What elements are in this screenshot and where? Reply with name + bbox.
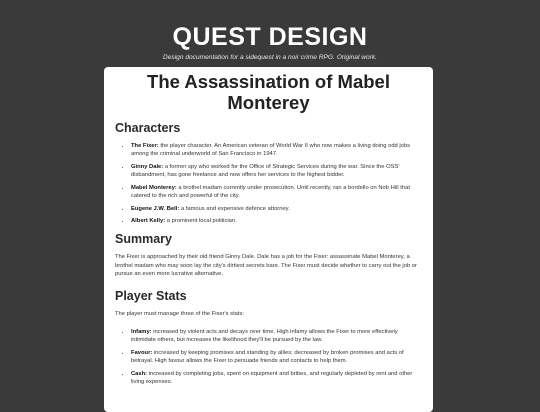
list-item (131, 370, 422, 386)
character-name: Mabel Monterey: (131, 184, 177, 191)
character-name: Eugene J.W. Bell: (131, 205, 180, 212)
player-stats-intro: The player must manage three of the Fixer's stats: (115, 310, 245, 317)
list-item (131, 217, 422, 225)
player-stats-list (115, 328, 422, 386)
characters-list (115, 142, 422, 226)
character-description: the player character. An American veteran of World War II who now makes a living doing odd jobs among the criminal underworld of San Francisco in 1947. (131, 143, 411, 158)
stat-description: increased by violent acts and decays over time. High infamy allows the Fixer to more effectively intimidate others, but increases the likelihood they'll be pursued by the law. (131, 329, 398, 344)
list-item (131, 184, 422, 200)
list-item (131, 142, 422, 158)
character-description: a famous and expensive defence attorney. (179, 205, 290, 212)
list-item (131, 349, 422, 365)
summary-text: The Fixer is approached by their old friend Ginny Dale. Dale has a job for the Fixer: assassinate Mabel Monterey, a brothel madam who may soon lay the city's dirtiest secrets bare. The Fixer must decide whether to carry out the job or pursue an even more lucrative alternative. (115, 254, 417, 278)
character-description: a former spy who worked for the Office of Strategic Services during the war. Since the OSS' disbandment, has gone freelance and now offers her services to the highest bidder. (131, 163, 400, 179)
list-item (131, 205, 422, 213)
stat-name: Infamy: (131, 329, 152, 336)
stat-description: increased by completing jobs, spent on equipment and bribes, and regularly depleted by rent and other living expenses. (131, 370, 413, 386)
stat-name: Cash: (131, 370, 148, 377)
characters-heading: Characters (115, 121, 181, 135)
site-title: QUEST DESIGN (172, 23, 368, 51)
stat-name: Favour: (131, 350, 153, 357)
summary-heading: Summary (115, 232, 172, 247)
list-item (131, 163, 422, 179)
site-header (0, 0, 540, 61)
stat-description: increased by keeping promises and standing by allies; decreased by broken promises and acts of betrayal. High favour allows the Fixer to persuade friends and contacts to help them. (131, 350, 404, 365)
character-name: Albert Kelly: (131, 218, 166, 225)
site-tagline: Design documentation for a sidequest in a noir crime RPG. Original work. (162, 54, 378, 61)
player-stats-heading: Player Stats (115, 288, 187, 303)
list-item (131, 328, 422, 344)
document-card (104, 67, 433, 412)
character-name: The Fixer: (131, 143, 159, 149)
document-title: The Assassination of Mabel Monterey (147, 71, 390, 113)
character-description: a brothel madam currently under prosecution. Until recently, ran a bordello on Nob Hill that catered to the rich and powerful of the city. (131, 184, 410, 200)
character-name: Ginny Dale: (131, 163, 164, 170)
character-description: a prominent local politician. (165, 218, 237, 225)
